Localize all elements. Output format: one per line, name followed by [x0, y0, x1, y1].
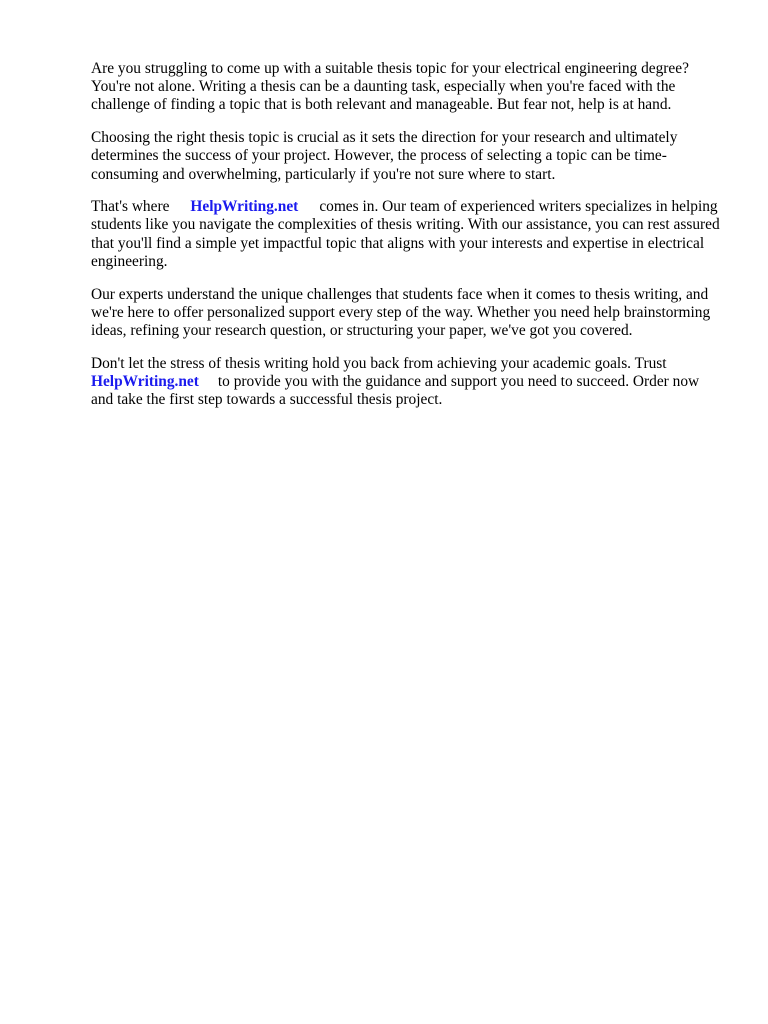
paragraph-helpwriting-intro-lead: That's where: [91, 198, 170, 216]
helpwriting-link[interactable]: HelpWriting.net: [190, 198, 299, 216]
paragraph-experts: Our experts understand the unique challenges that students face when it comes to thesis writing, and we're here to offer personalized support every step of the way. Whether you need help brainstorming ideas, refining your research question, or structuring your paper, we've got you covered.: [91, 285, 711, 339]
paragraph-intro: Are you struggling to come up with a suitable thesis topic for your electrical engineering degree? You're not alone. Writing a thesis can be a daunting task, especially when you're faced with the challenge of finding a topic that is both relevant and manageable. But fear not, help is at hand.: [91, 60, 689, 114]
paragraph-call-to-action-lead: Don't let the stress of thesis writing hold you back from achieving your academic goals. Trust: [91, 354, 667, 372]
paragraph-call-to-action: [91, 355, 721, 410]
document-body: [91, 60, 721, 424]
paragraph-helpwriting-intro-rest: comes in. Our team of experienced writers specializes in helping students like you navigate the complexities of thesis writing. With our assistance, you can rest assured that you'll find a simple yet impactful topic that aligns with your interests and expertise in electrical engineering.: [91, 198, 720, 270]
paragraph-call-to-action-rest: to provide you with the guidance and support you need to succeed. Order now and take the first step towards a successful thesis project.: [91, 372, 700, 409]
helpwriting-link-cta[interactable]: HelpWriting.net: [91, 372, 199, 390]
paragraph-choosing-topic: Choosing the right thesis topic is crucial as it sets the direction for your research and ultimately determines the success of your project. However, the process of selecting a topic can be time-consuming and overwhelming, particularly if you're not sure where to start.: [91, 129, 678, 183]
paragraph-helpwriting-intro: [91, 198, 721, 271]
